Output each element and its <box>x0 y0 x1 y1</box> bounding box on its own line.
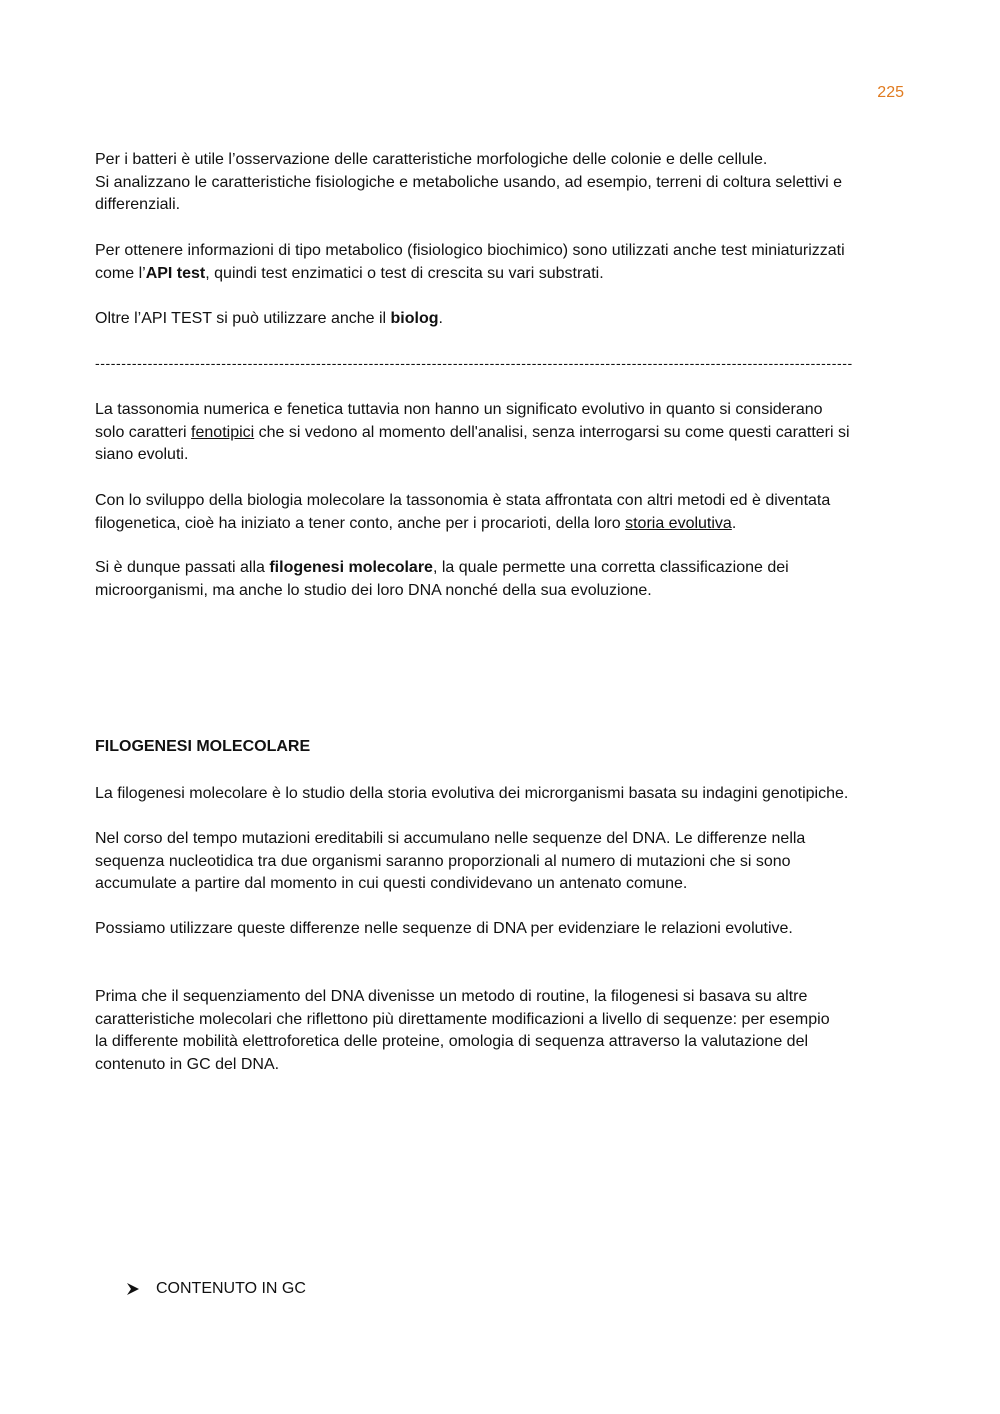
paragraph-definition <box>95 783 905 806</box>
text-line <box>95 263 905 286</box>
underlined-term-fenotipici: fenotipici <box>191 423 255 441</box>
text-line: la differente mobilità elettroforetica delle proteine, omologia di sequenza attraverso la valutazione del <box>95 1033 809 1051</box>
text-line: Nel corso del tempo mutazioni ereditabili si accumulano nelle sequenze del DNA. Le differenze nella <box>95 830 806 847</box>
text-line: caratteristiche molecolari che riflettono più direttamente modificazioni a livello di sequenze: per esempio <box>95 1010 830 1028</box>
paragraph-differences <box>95 918 905 941</box>
text-line: La filogenesi molecolare è lo studio della storia evolutiva dei microrganismi basata su indagini genotipiche. <box>95 785 849 802</box>
bullet-item <box>126 1280 306 1298</box>
text-line: Si analizzano le caratteristiche fisiologiche e metaboliche usando, ad esempio, terreni di coltura selettivi e <box>95 173 843 191</box>
paragraph-molecular-biology <box>95 490 905 535</box>
paragraph-before-sequencing <box>95 986 905 1076</box>
paragraph-bacteria-observation <box>95 149 905 217</box>
text-fragment: che si vedono al momento dell'analisi, senza interrogarsi su come questi caratteri si <box>254 423 850 441</box>
text-fragment: filogenetica, cioè ha iniziato a tener conto, anche per i procarioti, della loro <box>95 514 626 532</box>
text-line <box>95 308 905 331</box>
paragraph-api-test <box>95 240 905 285</box>
text-line: siano evoluti. <box>95 446 189 464</box>
paragraph-molecular-phylogeny-intro <box>95 557 905 602</box>
text-line: microorganismi, ma anche lo studio dei loro DNA nonché della sua evoluzione. <box>95 581 652 599</box>
text-line: sequenza nucleotidica tra due organismi saranno proporzionali al numero di mutazioni che si sono <box>95 852 791 870</box>
text-line: Con lo sviluppo della biologia molecolare la tassonomia è stata affrontata con altri metodi ed è diventata <box>95 492 831 509</box>
text-fragment: , quindi test enzimatici o test di crescita su vari substrati. <box>205 264 604 282</box>
bold-term-api-test: API test <box>145 264 206 282</box>
text-line: accumulate a partire dal momento in cui questi condividevano un antenato comune. <box>95 875 688 893</box>
text-fragment: solo caratteri <box>95 423 192 441</box>
text-line: Per i batteri è utile l’osservazione delle caratteristiche morfologiche delle colonie e delle cellule. <box>95 151 768 168</box>
text-line <box>95 557 905 580</box>
text-fragment: . <box>731 514 737 532</box>
underlined-term-storia-evolutiva: storia evolutiva <box>625 514 732 532</box>
bold-term-biolog: biolog <box>390 310 439 327</box>
text-fragment: come l’ <box>95 264 146 282</box>
text-line <box>95 513 905 536</box>
paragraph-numerical-taxonomy <box>95 399 905 467</box>
text-fragment: , la quale permette una corretta classificazione dei <box>432 559 789 576</box>
bullet-text: CONTENUTO IN GC <box>156 1280 306 1297</box>
text-fragment: Oltre l’API TEST si può utilizzare anche il <box>95 310 391 327</box>
text-line: contenuto in GC del DNA. <box>95 1055 280 1073</box>
paragraph-mutations <box>95 828 905 896</box>
paragraph-biolog <box>95 308 905 331</box>
bold-term-filogenesi-molecolare: filogenesi molecolare <box>269 559 433 576</box>
text-line: Per ottenere informazioni di tipo metabolico (fisiologico biochimico) sono utilizzati anche test miniaturizzati <box>95 242 845 259</box>
text-line: differenziali. <box>95 196 181 214</box>
dashed-divider: ------------------------------------------------------------------------------------------------------------------------------------------------ <box>95 355 853 371</box>
text-fragment: . <box>438 310 443 327</box>
arrowhead-bullet-icon <box>126 1282 140 1296</box>
text-line: La tassonomia numerica e fenetica tuttavia non hanno un significato evolutivo in quanto si considerano <box>95 401 823 418</box>
text-line: Prima che il sequenziamento del DNA divenisse un metodo di routine, la filogenesi si basava su altre <box>95 988 808 1005</box>
page-number: 225 <box>877 84 904 101</box>
text-line: Possiamo utilizzare queste differenze nelle sequenze di DNA per evidenziare le relazioni evolutive. <box>95 920 793 937</box>
text-line <box>95 422 905 445</box>
text-fragment: Si è dunque passati alla <box>95 559 270 576</box>
section-heading: FILOGENESI MOLECOLARE <box>95 738 311 755</box>
